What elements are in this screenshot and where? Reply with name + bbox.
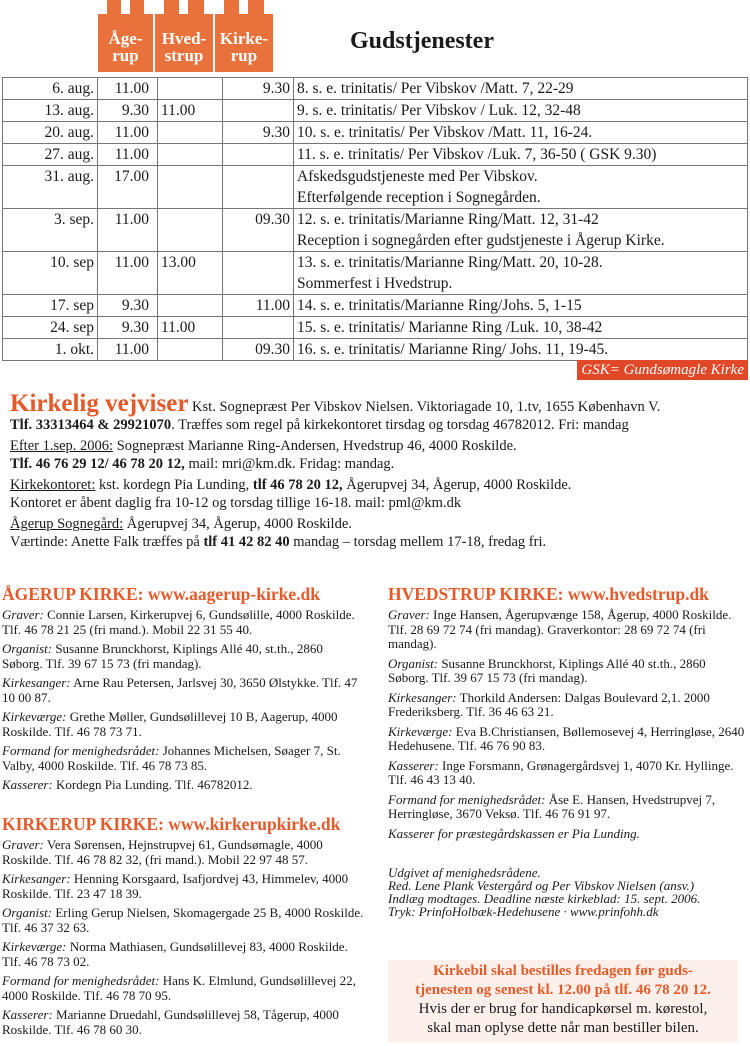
vejviser-line: kst. kordegn Pia Lunding,: [95, 477, 253, 493]
publisher-line: Indlæg modtages. Deadline næste kirkeblad: 15. sept. 2006.: [388, 891, 701, 906]
tab-kirkerup: [215, 0, 273, 72]
entry-text: Marianne Druedahl, Gundsølillevej 58, Tågerup, 4000 Roskilde. Tlf. 46 78 60 30.: [2, 1007, 339, 1037]
entry-text: Henning Korsgaard, Isafjordvej 43, Himmelev, 4000 Roskilde. Tlf. 23 47 18 39.: [2, 871, 349, 901]
vejviser-line: Kontoret er åbent daglig fra 10-12 og torsdag tillige 16-18. mail: pml@km.dk: [10, 494, 462, 511]
schedule-description: 8. s. e. trinitatis/ Per Vibskov /Matt. 7, 22-29: [294, 78, 748, 100]
kirkerup-entry: [2, 974, 364, 1003]
schedule-kirkerup-time: 11.00: [223, 295, 294, 317]
entry-text: Norma Mathiasen, Gundsølillevej 83, 4000 Roskilde. Tlf. 46 78 73 02.: [2, 939, 348, 969]
kirkebil-line: Hvis der er brug for handicapkørsel m. kørestol,: [418, 1001, 708, 1017]
kirkerup-entry: [2, 838, 364, 867]
schedule-description: 9. s. e. trinitatis/ Per Vibskov / Luk. 12, 32-48: [294, 100, 748, 122]
vejviser-line: Ågerupvej 34, Ågerup, 4000 Roskilde.: [342, 477, 572, 493]
schedule-agerup-time: 11.00: [98, 122, 158, 144]
vejviser-line: mail: mri@km.dk. Fridag: mandag.: [184, 455, 395, 472]
entry-role: Formand for menighedsrådet:: [388, 791, 546, 807]
kirkerup-entry: [2, 940, 364, 969]
gsk-note: GSK= Gundsømagle Kirke: [577, 360, 748, 380]
entry-role: Kasserer:: [388, 757, 439, 773]
entry-role: Graver:: [388, 607, 430, 622]
schedule-row: [3, 252, 748, 295]
entry-role: Formand for menighedsrådet:: [2, 743, 160, 758]
schedule-kirkerup-time: [223, 317, 294, 339]
entry-role: Kirkeværge:: [2, 709, 67, 724]
schedule-hvedstrup-time: 11.00: [158, 317, 223, 339]
publisher-line: Tryk: PrinfoHolbæk-Hedehusene · www.prinfohh.dk: [388, 904, 659, 919]
schedule-header: [0, 0, 750, 72]
schedule-hvedstrup-time: [158, 209, 223, 252]
vejviser-line: Værtinde: Anette Falk træffes på: [10, 533, 204, 550]
vejviser-phone: Tlf. 46 76 29 12/ 46 78 20 12,: [10, 455, 185, 472]
schedule-kirkerup-time: 9.30: [223, 78, 294, 100]
entry-text: Susanne Brunckhorst, Kiplings Allé 40, st.th., 2860 Søborg. Tlf. 39 67 15 73 (fri mandag).: [2, 641, 323, 671]
vejviser-heading: Ågerup Sognegård:: [10, 516, 124, 532]
schedule-kirkerup-time: [223, 166, 294, 209]
entry-role: Kasserer:: [2, 1007, 53, 1022]
entry-role: Kasserer:: [2, 777, 53, 792]
publisher-line: Red. Lene Plank Vestergård og Per Vibskov Nielsen (ansv.): [388, 878, 695, 893]
entry-role: Organist:: [388, 655, 439, 671]
schedule-agerup-time: 9.30: [98, 100, 158, 122]
schedule-date: 27. aug.: [3, 144, 98, 166]
publisher-line: Udgivet af menighedsrådene.: [388, 865, 541, 880]
kirkerup-section: [2, 814, 364, 1042]
schedule-description: 13. s. e. trinitatis/Marianne Ring/Matt. 20, 10-28. Sommerfest i Hvedstrup.: [294, 252, 748, 295]
schedule-row: [3, 122, 748, 144]
vejviser-phone: Tlf. 33313464 & 29921070: [10, 416, 172, 433]
entry-text: Susanne Brunckhorst, Kiplings Allé 40 st.th., 2860 Søborg. Tlf. 39 67 15 73 (fri mandag).: [388, 655, 706, 685]
schedule-agerup-time: 17.00: [98, 166, 158, 209]
entry-role: Formand for menighedsrådet:: [2, 973, 160, 988]
schedule-date: 1. okt.: [3, 339, 98, 361]
vejviser-phone: tlf 46 78 20 12,: [252, 477, 343, 493]
vejviser-line: Ågerupvej 34, Ågerup, 4000 Roskilde.: [123, 516, 352, 532]
vejviser-line: mandag – torsdag mellem 17-18, fredag fri.: [289, 533, 547, 550]
entry-text: Erling Gerup Nielsen, Skomagergade 25 B, 4000 Roskilde. Tlf. 46 37 32 63.: [2, 905, 364, 935]
schedule-date: 24. sep: [3, 317, 98, 339]
schedule-row: [3, 317, 748, 339]
entry-role: Kirkesanger:: [2, 871, 71, 886]
schedule-description: 12. s. e. trinitatis/Marianne Ring/Matt. 12, 31-42 Reception i sognegården efter gudstjeneste i Ågerup Kirke.: [294, 209, 748, 252]
schedule-table: [2, 77, 748, 361]
entry-role: Kirkesanger:: [2, 675, 71, 690]
hvedstrup-entry: [388, 608, 748, 652]
schedule-date: 13. aug.: [3, 100, 98, 122]
schedule-row: [3, 144, 748, 166]
kirkerup-title: KIRKERUP KIRKE: www.kirkerupkirke.dk: [2, 814, 341, 834]
tab-label-kirkerup: Kirke- rup: [219, 29, 269, 65]
entry-role: Kirkeværge:: [2, 939, 67, 954]
schedule-agerup-time: 9.30: [98, 295, 158, 317]
schedule-kirkerup-time: 9.30: [223, 122, 294, 144]
schedule-row: [3, 78, 748, 100]
agerup-entry: [2, 778, 364, 793]
schedule-date: 20. aug.: [3, 122, 98, 144]
schedule-kirkerup-time: [223, 144, 294, 166]
schedule-hvedstrup-time: [158, 144, 223, 166]
entry-role: Graver:: [2, 837, 44, 852]
schedule-date: 6. aug.: [3, 78, 98, 100]
agerup-entry: [2, 710, 364, 739]
agerup-entry: [2, 744, 364, 773]
entry-role: Kasserer for præstegårdskassen er Pia Lunding.: [388, 825, 640, 841]
schedule-date: 3. sep.: [3, 209, 98, 252]
entry-text: Connie Larsen, Kirkerupvej 6, Gundsølille, 4000 Roskilde. Tlf. 46 78 21 25 (fri mand.). Mobil 22 31 55 40.: [2, 607, 355, 637]
schedule-row: [3, 100, 748, 122]
kirkebil-line: Kirkebil skal bestilles fredagen før guds-: [433, 963, 693, 979]
schedule-date: 17. sep: [3, 295, 98, 317]
agerup-entry: [2, 608, 364, 637]
entry-role: Organist:: [2, 641, 53, 656]
vejviser-line: Kst. Sognepræst Per Vibskov Nielsen. Viktoriagade 10, 1.tv, 1655 København V.: [188, 399, 661, 415]
schedule-agerup-time: 11.00: [98, 339, 158, 361]
hvedstrup-entry: [388, 725, 748, 754]
agerup-entry: [2, 676, 364, 705]
kirkerup-entry: [2, 872, 364, 901]
schedule-hvedstrup-time: [158, 122, 223, 144]
tab-label-hvedstrup: Hved- strup: [161, 29, 207, 65]
agerup-section: [2, 584, 364, 798]
hvedstrup-entry: [388, 827, 748, 842]
entry-text: Kordegn Pia Lunding. Tlf. 46782012.: [52, 777, 253, 792]
entry-text: Inge Hansen, Ågerupvænge 158, Ågerup, 4000 Roskilde. Tlf. 28 69 72 74 (fri mandag). Graverkontor: 28 69 72 74 (fri mandag).: [388, 607, 732, 651]
schedule-description: Afskedsgudstjeneste med Per Vibskov. Efterfølgende reception i Sognegården.: [294, 166, 748, 209]
tab-agerup: [98, 0, 153, 72]
schedule-kirkerup-time: 09.30: [223, 339, 294, 361]
schedule-kirkerup-time: [223, 100, 294, 122]
tab-label-agerup: Åge- rup: [108, 29, 143, 65]
schedule-hvedstrup-time: [158, 166, 223, 209]
entry-text: Grethe Møller, Gundsølillevej 10 B, Aagerup, 4000 Roskilde. Tlf. 46 78 73 71.: [2, 709, 338, 739]
schedule-row: [3, 166, 748, 209]
vejviser-title: Kirkelig vejviser: [10, 390, 189, 417]
kirkerup-entry: [2, 1008, 364, 1037]
schedule-date: 31. aug.: [3, 166, 98, 209]
schedule-kirkerup-time: 09.30: [223, 209, 294, 252]
vejviser-line: Sognepræst Marianne Ring-Andersen, Hvedstrup 46, 4000 Roskilde.: [113, 438, 517, 454]
kirkebil-line: skal man oplyse dette når man bestiller bilen.: [427, 1020, 699, 1036]
entry-text: Arne Rau Petersen, Jarlsvej 30, 3650 Ølstykke. Tlf. 47 10 00 87.: [2, 675, 358, 705]
hvedstrup-title: HVEDSTRUP KIRKE: www.hvedstrup.dk: [388, 584, 709, 604]
kirkelig-vejviser: [10, 390, 750, 551]
publisher-info: [388, 866, 738, 918]
kirkebil-box: [388, 960, 738, 1042]
schedule-description: 10. s. e. trinitatis/ Per Vibskov /Matt. 11, 16-24.: [294, 122, 748, 144]
hvedstrup-entry: [388, 759, 748, 788]
schedule-agerup-time: 11.00: [98, 252, 158, 295]
schedule-agerup-time: 11.00: [98, 78, 158, 100]
hvedstrup-entry: [388, 691, 748, 720]
vejviser-line: . Træffes som regel på kirkekontoret tirsdag og torsdag 46782012. Fri: mandag: [171, 416, 629, 433]
entry-role: Kirkeværge:: [388, 723, 453, 739]
schedule-row: [3, 209, 748, 252]
schedule-description: 15. s. e. trinitatis/ Marianne Ring /Luk. 10, 38-42: [294, 317, 748, 339]
vejviser-heading: Efter 1.sep. 2006:: [10, 438, 114, 454]
entry-text: Inge Forsmann, Grønagergårdsvej 1, 4070 Kr. Hyllinge. Tlf. 46 43 13 40.: [388, 757, 734, 787]
schedule-date: 10. sep: [3, 252, 98, 295]
schedule-agerup-time: 11.00: [98, 144, 158, 166]
page-title: Gudstjenester: [350, 28, 494, 54]
kirkebil-line: tjenesten og senest kl. 12.00 på tlf. 46 78 20 12.: [415, 982, 711, 998]
kirkerup-entry: [2, 906, 364, 935]
schedule-description: 14. s. e. trinitatis/Marianne Ring/Johs. 5, 1-15: [294, 295, 748, 317]
vejviser-phone: tlf 41 42 82 40: [203, 533, 290, 550]
entry-text: Eva B.Christiansen, Bøllemosevej 4, Herringløse, 2640 Hedehusene. Tlf. 46 76 90 83.: [388, 723, 745, 753]
entry-text: Åse E. Hansen, Hvedstrupvej 7, Herringløse, 3670 Veksø. Tlf. 46 76 91 97.: [388, 791, 716, 821]
vejviser-heading: Kirkekontoret:: [10, 477, 96, 493]
schedule-hvedstrup-time: [158, 339, 223, 361]
schedule-hvedstrup-time: 11.00: [158, 100, 223, 122]
schedule-description: 16. s. e. trinitatis/ Marianne Ring/ Johs. 11, 19-45.: [294, 339, 748, 361]
entry-text: Johannes Michelsen, Søager 7, St. Valby, 4000 Roskilde. Tlf. 46 78 73 85.: [2, 743, 341, 773]
schedule-row: [3, 339, 748, 361]
entry-text: Hans K. Elmlund, Gundsølillevej 22, 4000 Roskilde. Tlf. 46 78 70 95.: [2, 973, 356, 1003]
agerup-title: ÅGERUP KIRKE: www.aagerup-kirke.dk: [2, 584, 320, 604]
schedule-agerup-time: 11.00: [98, 209, 158, 252]
schedule-hvedstrup-time: 13.00: [158, 252, 223, 295]
entry-text: Thorkild Andersen: Dalgas Boulevard 2,1. 2000 Frederiksberg. Tlf. 36 46 63 21.: [388, 689, 710, 719]
schedule-hvedstrup-time: [158, 78, 223, 100]
entry-role: Kirkesanger:: [388, 689, 457, 705]
hvedstrup-entry: [388, 657, 748, 686]
hvedstrup-section: [388, 584, 748, 846]
entry-role: Organist:: [2, 905, 53, 920]
entry-role: Graver:: [2, 607, 44, 622]
entry-text: Vera Sørensen, Hejnstrupvej 61, Gundsømagle, 4000 Roskilde. Tlf. 46 78 82 32, (fri mand.). Mobil 22 97 48 57.: [2, 837, 323, 867]
agerup-entry: [2, 642, 364, 671]
schedule-description: 11. s. e. trinitatis/ Per Vibskov /Luk. 7, 36-50 ( GSK 9.30): [294, 144, 748, 166]
schedule-agerup-time: 9.30: [98, 317, 158, 339]
hvedstrup-entry: [388, 793, 748, 822]
schedule-row: [3, 295, 748, 317]
tab-hvedstrup: [155, 0, 213, 72]
schedule-hvedstrup-time: [158, 295, 223, 317]
schedule-kirkerup-time: [223, 252, 294, 295]
